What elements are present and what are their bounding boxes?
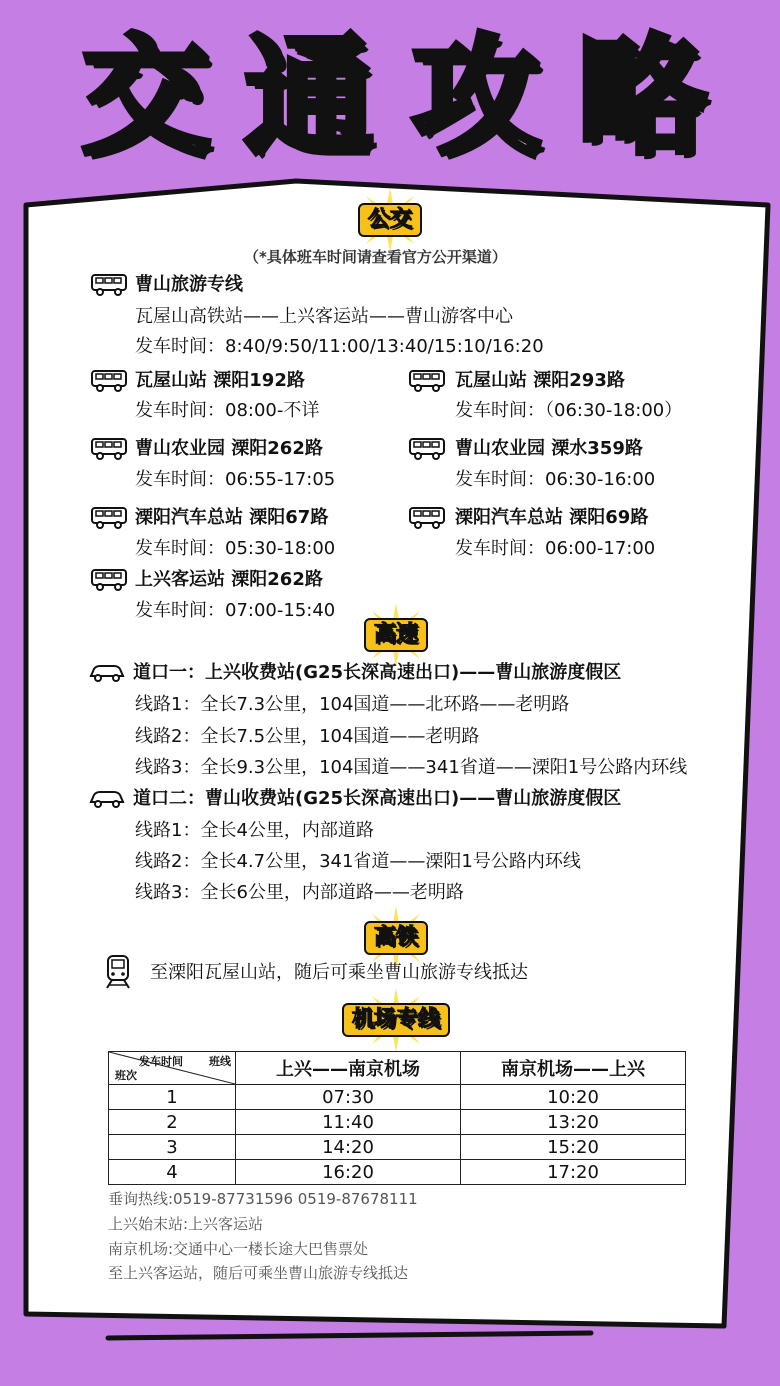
bus-icon	[408, 505, 446, 529]
section-header-rail: 高铁	[346, 918, 446, 958]
bus-route-name: 溧阳汽车总站 溧阳69路	[455, 507, 649, 528]
bus-icon	[408, 368, 446, 392]
highway-line: 线路1：全长4公里，内部道路	[135, 820, 374, 841]
highway-line: 线路1：全长7.3公里，104国道——北环路——老明路	[135, 694, 570, 715]
section-header-airport: 机场专线	[326, 1000, 466, 1040]
title-char: 交	[82, 23, 211, 172]
table-header: 南京机场——上兴	[461, 1052, 686, 1085]
table-row: 4 16:20 17:20	[109, 1160, 686, 1185]
section-header-bus: 公交	[340, 200, 440, 240]
bus-icon	[90, 368, 128, 392]
highway-exit-name: 道口二：曹山收费站(G25长深高速出口)——曹山旅游度假区	[133, 788, 622, 809]
bus-icon	[90, 567, 128, 591]
transfer-text: 至上兴客运站，随后可乘坐曹山旅游专线抵达	[108, 1264, 409, 1282]
highway-exit-name: 道口一：上兴收费站(G25长深高速出口)——曹山旅游度假区	[133, 662, 622, 683]
bus-route-times: 发车时间：06:30-16:00	[455, 469, 656, 490]
bus-route-times: 发车时间：05:30-18:00	[135, 538, 336, 559]
table-row: 1 07:30 10:20	[109, 1085, 686, 1110]
bus-route-times: 发车时间：07:00-15:40	[135, 600, 336, 621]
car-icon	[88, 660, 126, 684]
highway-line: 线路2：全长4.7公里，341省道——溧阳1号公路内环线	[135, 851, 581, 872]
section-header-highway: 高速	[346, 615, 446, 655]
table-header: 上兴——南京机场	[236, 1052, 461, 1085]
bus-route-times: 发车时间：06:55-17:05	[135, 469, 336, 490]
table-row: 2 11:40 13:20	[109, 1110, 686, 1135]
bus-route-name: 瓦屋山站 溧阳192路	[135, 370, 305, 391]
bus-route-name: 曹山农业园 溧阳262路	[135, 438, 323, 459]
car-icon	[88, 786, 126, 810]
tourist-line-name: 曹山旅游专线	[135, 274, 243, 295]
bus-route-times: 发车时间：06:00-17:00	[455, 538, 656, 559]
bus-icon	[408, 436, 446, 460]
tourist-line-times: 发车时间：8:40/9:50/11:00/13:40/15:10/16:20	[135, 336, 544, 357]
airport-schedule-table	[108, 1051, 686, 1185]
table-corner-header: 发车时间 班线 班次	[109, 1052, 236, 1085]
title-char: 通	[245, 23, 374, 172]
bus-route-times: 发车时间：（06:30-18:00）	[455, 400, 683, 421]
bus-icon	[90, 505, 128, 529]
tourist-line-route: 瓦屋山高铁站——上兴客运站——曹山游客中心	[135, 306, 513, 327]
highway-line: 线路2：全长7.5公里，104国道——老明路	[135, 726, 480, 747]
bus-icon	[90, 272, 128, 296]
bus-note: （*具体班车时间请查看官方公开渠道）	[244, 248, 507, 266]
hotline-text: 垂询热线:0519-87731596 0519-87678111	[108, 1190, 418, 1208]
terminal-text: 上兴始末站:上兴客运站	[108, 1215, 264, 1233]
bus-route-times: 发车时间：08:00-不详	[135, 400, 320, 421]
title-char: 攻	[412, 23, 541, 172]
rail-text: 至溧阳瓦屋山站，随后可乘坐曹山旅游专线抵达	[150, 962, 528, 983]
table-row: 3 14:20 15:20	[109, 1135, 686, 1160]
highway-line: 线路3：全长9.3公里，104国道——341省道——溧阳1号公路内环线	[135, 757, 688, 778]
highway-line: 线路3：全长6公里，内部道路——老明路	[135, 882, 464, 903]
bus-route-name: 瓦屋山站 溧阳293路	[455, 370, 625, 391]
bus-route-name: 上兴客运站 溧阳262路	[135, 569, 323, 590]
bus-route-name: 曹山农业园 溧水359路	[455, 438, 643, 459]
train-icon	[104, 954, 132, 990]
title-char: 略	[578, 23, 707, 172]
airport-location-text: 南京机场:交通中心一楼长途大巴售票处	[108, 1240, 369, 1258]
bus-icon	[90, 436, 128, 460]
bus-route-name: 溧阳汽车总站 溧阳67路	[135, 507, 329, 528]
